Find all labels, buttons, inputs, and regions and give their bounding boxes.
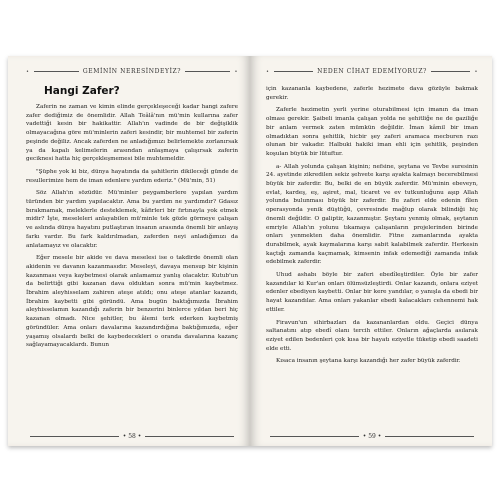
paragraph: Firavun'un sihirbazları da kazananlardan oldu. Geçici dünya saltanatını atıp ebedî olanı tercih ettiler. Onların ağaçlarda asılarak eziyet edilen bedenleri çok kısa bir hayatı eziyetle tüketip ebedi saadeti elde etti. <box>266 319 478 352</box>
section-title: Hangi Zafer? <box>44 85 120 97</box>
header-bullet-icon: • <box>26 68 30 75</box>
header-title: GEMİNİN NERESİNDEYİZ? <box>82 68 182 75</box>
running-header-left <box>26 68 238 75</box>
paragraph: Kısaca insanın şeytana karşı kazandığı her zafer büyük zaferdir. <box>276 358 461 365</box>
right-page <box>250 56 492 446</box>
paragraph: Eğer mesele bir akide ve dava meselesi ise o takdirde önemli olan akidenin ve davanın kazanmasıdır. Meseleyi, davaya mensup bir kişinin kazanması veya kaybetmesi olarak anlamamız yanlış olacaktır. Kutub'un da belirttiği gibi kazanan dava olduktan sonra mü'min kaybetmez. İbrahim aleyhisselam zahiren ateşe atıldı; onu ateşe atanlar kazandı, İbrahim kaybetti gibi göründü. Ama bugün baktığımızda İbrahim aleyhisselamın kazandığı zaferin bir benzerini binlerce yıldan beri hiç kazanan olmadı. Nice şehitler, bu âlemi terk ederken kaybetmiş göründüler. Ama onları davalarına kazandırdığına baktığımızda, eğer yaşamış olsalardı belki de kaybedecekleri o oranda davalarına kazanç sağlayamayacaklardı. Bunun <box>26 255 238 349</box>
header-rule <box>274 71 314 72</box>
header-bullet-icon: • <box>266 68 270 75</box>
header-rule <box>185 71 230 72</box>
quote-paragraph: "Şüphe yok ki biz, dünya hayatında da şahitlerin dikileceği günde de resullerimize hem de iman edenlere yardım ederiz." (Mü'min, 51) <box>26 168 238 184</box>
footer-rule <box>30 436 119 437</box>
page-footer-left <box>26 433 238 440</box>
paragraph: a- Allah yolunda çalışan kişinin; nefsine, şeytana ve Tevbe suresinin 24. ayetinde zikredilen sekiz şehvete karşı ayakta kalmayı becerebilmesi büyük bir zaferdir. Bu, belki de en büyük zaferdir. Mü'minin ebeveyn, evlat, kardeş, eş, aşiret, mal, ticaret ve ev tutkunluğunu aşıp Allah yolunda bulunması büyük bir zaferdir. Bu zaferi elde edenin fîlen operasyonda yenik düştüğü, çevresinde mağlup olarak bilindiği hiç önemli değildir. O galiptir, kazanmıştır. Şeytanı yenmiş olmak, şeytanın emriyle Allah'ın yolunu tıkamaya çalışanların projelerinden birinde onları yenmekten daha önemlidir. Fitne zamanlarında ayakta durabilmek, ayak kaymalarına karşı sabit kalabilmek zaferdir. Herkesin kaçtığı zamanda kaçmamak, kimsenin infak edemediği zamanda infak edebilmek zaferdir. <box>266 163 478 266</box>
header-bullet-icon: • <box>234 68 239 75</box>
header-bullet-icon: • <box>474 68 478 75</box>
page-number: • 59 • <box>362 433 382 440</box>
header-title: NEDEN CİHAT EDEMİYORUZ? <box>317 68 427 75</box>
footer-rule <box>270 436 359 437</box>
left-page <box>8 56 250 446</box>
header-rule <box>431 71 471 72</box>
page-number: • 58 • <box>122 433 142 440</box>
running-header-right <box>266 68 478 75</box>
open-book <box>8 56 492 446</box>
page-footer-right <box>266 433 478 440</box>
paragraph: Söz Allah'ın sözüdür. Mü'minler peygamberlere yapılan yardım türünden bir yardım yapılacaktır. Ama bu yardım ne yardımdır? Gdasız bırakmamak, meleklerle desteklemek, kâfirleri bir fırtınayla yok etmek midir? İşte, meseleleri anlayabilen mü'minle tek gözle görmeye çalışan ve aslında dünya hayatını putlaştıran insanın arasında önemli bir anlayış farkı vardır. Bu fark kaldırılmadan, zaferden neyi anladığımızı da anlatamayız ve olacaktır. <box>26 190 238 249</box>
footer-rule <box>385 436 474 437</box>
footer-rule <box>145 436 234 437</box>
paragraph: Zaferle hezimetin yerli yerine oturabilmesi için imanın da iman olması gerekir. Şaibeli imanla çalışan yolda ne şehitliğe ne de gaziliğe bir anlam vermek zaten mümkün değildir. İman kâmil bir iman olmadıktan sonra şehitlik, hicbir şey zaferi aramaca mecburen razı olunan bir vakadır. Halbuki hakiki iman ehli için şehitlik, peşinden koşulan büyük bir lütuftur. <box>266 107 478 157</box>
paragraph: Zaferin ne zaman ve kimin elinde gerçekleşeceği kadar hangi zafere zafer dediğimiz de önemlidir. Allah Teâlâ'nın mü'min kullarına zafer vadettiği kesin bir hakikattir. Allah'ın vadinde de bir değişiklik olmayacağına göre mü'minlerin zaferi kesindir, bir muhtemel bir zaferin peşinde değiliz. Ancak zaferden ne anladığımızı belirlemekte zorlanırsak ya da kapalı kelimelerin arasından anlaşmaya çalışırsak zaferin geciknesi hatta hiç gerçekleşmemesi bile muhtemeldir. <box>26 104 238 163</box>
header-rule <box>34 71 79 72</box>
paragraph: için kazananla kaybedene, zaferle hezimete dava gözüyle bakmak gerekir. <box>266 86 478 101</box>
paragraph: Uhud ashabı böyle bir zaferi ebedîleştirdiler. Öyle bir zafer kazandılar ki Kur'an onları ölümsüzleştirdi. Onlar kazandı, onlara eziyet edenler ebediyen kaybetti. Onlar bir kere yandılar, o yanışla da ebedi bir hayat kazandılar. Ama onları yakanlar ebedi kalacakları cehennemi hak ettiler. <box>266 272 478 313</box>
